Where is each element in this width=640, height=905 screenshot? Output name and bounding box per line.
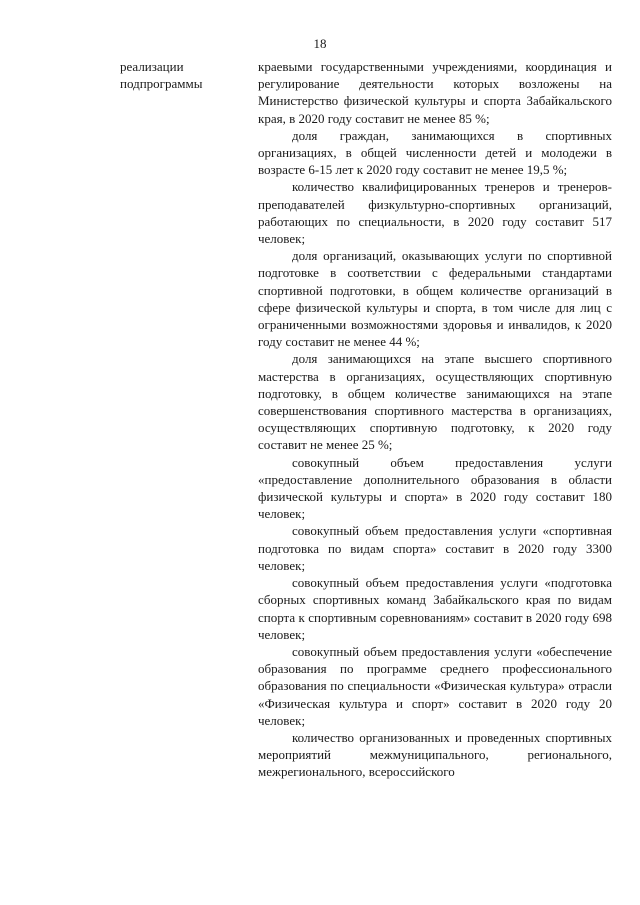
paragraph: совокупный объем предоставления услуги «обеспечение образования по программе среднего профессионального образования по специальности «Физическая культура» отрасли «Физическая культура и спорт» составит в 2020 году 20 человек; (258, 643, 612, 728)
left-column-line: реализации (120, 59, 184, 74)
paragraph: доля граждан, занимающихся в спортивных организациях, в общей численности детей и молодежи в возрасте 6-15 лет к 2020 году составит не менее 19,5 %; (258, 127, 612, 178)
paragraph: количество организованных и проведенных спортивных мероприятий межмуниципального, регионального, межрегионального, всероссийского (258, 729, 612, 780)
paragraph: совокупный объем предоставления услуги «спортивная подготовка по видам спорта» составит в 2020 году 3300 человек; (258, 523, 612, 573)
page-number: 18 (313, 36, 327, 51)
paragraph: доля занимающихся на этапе высшего спортивного мастерства в организациях, осуществляющих спортивную подготовку, в общем количестве занимающихся на этапе совершенствования спортивного мастерства в организациях, осуществляющих спортивную подготовку, к 2020 году составит не менее 25 %; (258, 351, 612, 453)
paragraph: доля организаций, оказывающих услуги по спортивной подготовке в соответствии с федеральными стандартами спортивной подготовки, в общем количестве организаций в сфере физической культуры и спорта, в том числе для лиц с ограниченными возможностями здоровья и инвалидов, к 2020 году составит не менее 44 %; (258, 248, 612, 350)
table-right-column (258, 58, 612, 781)
paragraph: совокупный объем предоставления услуги «подготовка сборных спортивных команд Забайкальского края по видам спорта к спортивным соревнованиям» составит в 2020 году 698 человек; (258, 575, 612, 642)
paragraph-continuation: краевыми государственными учреждениями, координация и регулирование деятельности которых возложены на Министерство физической культуры и спорта Забайкальского края, в 2020 году составит не менее 85 %; (258, 59, 612, 126)
paragraph: совокупный объем предоставления услуги «предоставление дополнительного образования в области физической культуры и спорта» в 2020 году составит 180 человек; (258, 454, 612, 522)
table-left-column (120, 58, 245, 92)
paragraph: количество квалифицированных тренеров и тренеров-преподавателей физкультурно-спортивных организаций, работающих по специальности, в 2020 году составит 517 человек; (258, 179, 612, 247)
left-column-line: подпрограммы (120, 76, 203, 92)
